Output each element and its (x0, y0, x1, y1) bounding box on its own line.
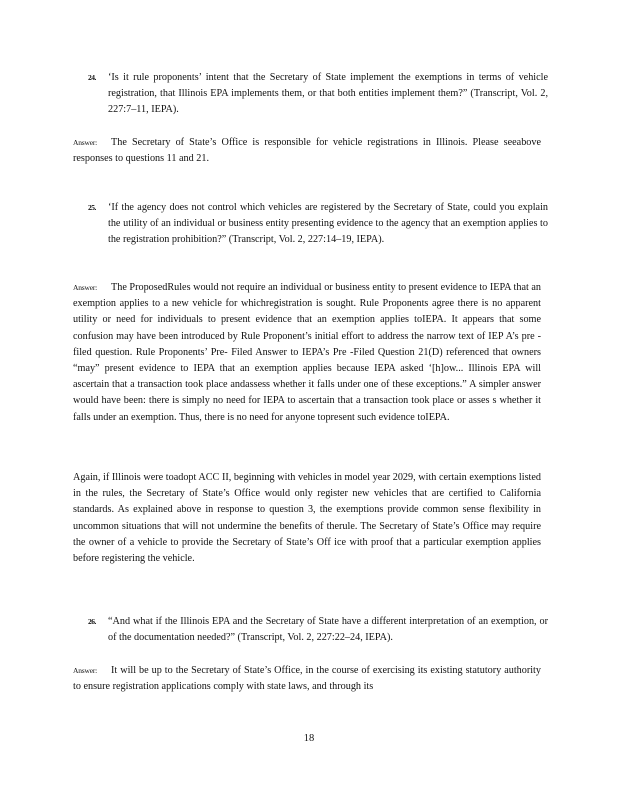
question-24 (88, 70, 548, 119)
question-text: ‘Is it rule proponents’ intent that the Secretary of State implement the exemptions in terms of vehicle registration, that Illinois EPA implements them, or that both entities implement them?” (Transcript, Vol. 2, 227:7–11, IEPA). (108, 72, 548, 116)
answer-26 (73, 663, 541, 695)
question-number: 24. (88, 73, 96, 82)
answer-label: Answer: (73, 666, 98, 675)
question-26 (88, 614, 548, 646)
question-text: “And what if the Illinois EPA and the Secretary of State have a different interpretation of an exemption, or of the documentation needed?” (Transcript, Vol. 2, 227:22–24, IEPA). (108, 616, 548, 644)
answer-25 (73, 280, 541, 426)
page-number: 18 (303, 733, 315, 744)
paragraph-text: Again, if Illinois were toadopt ACC II, beginning with vehicles in model year 2029, with certain exemptions listed in the rules, the Secretary of State’s Office would only register new vehicles that are certified to California standards. As explained above in response to question 3, the exemptions provide common sense flexibility in uncommon situations that will not undermine the benefits of therule. The Secretary of State’s Office may require the owner of a vehicle to provide the Secretary of State’s Off ice with proof that a particular exemption applies before registering the vehicle. (73, 472, 541, 565)
answer-label: Answer: (73, 283, 98, 292)
answer-25-continuation (73, 470, 541, 567)
answer-label: Answer: (73, 138, 98, 147)
question-number: 26. (88, 617, 96, 626)
question-text: ‘If the agency does not control which vehicles are registered by the Secretary of State, could you explain the utility of an individual or business entity presenting evidence to the agency that an exemption applies to the registration prohibition?” (Transcript, Vol. 2, 227:14–19, IEPA). (108, 202, 548, 246)
answer-text: The ProposedRules would not require an individual or business entity to present evidence to IEPA that an exemption applies to a new vehicle for whichregistration is sought. Rule Proponents agree there is no apparent utility or need for individuals to present evidence that an exemption applies toIEPA. It appears that some confusion may have been introduced by Rule Proponent’s initial effort to address the narrow text of IEP A’s pre -filed question. Rule Proponents’ Pre- Filed Answer to IEPA’s Pre -Filed Question 21(D) referenced that owners “may” present evidence to IEPA that an exemption applies because IEPA asked ‘[h]ow... Illinois EPA will ascertain that a transaction took place andassess whether it falls under one of these exceptions.” A simpler answer would have been: there is simply no need for IEPA to ascertain that a transaction took place or asses s whether it falls under an exemption. Thus, there is no need for anyone topresent such evidence toIEPA. (73, 282, 541, 423)
answer-text: The Secretary of State’s Office is responsible for vehicle registrations in Illinois. Please seeabove responses to questions 11 and 21. (73, 137, 541, 165)
question-number: 25. (88, 203, 96, 212)
question-25 (88, 200, 548, 249)
answer-text: It will be up to the Secretary of State’s Office, in the course of exercising its existing statutory authority to ensure registration applications comply with state laws, and through its (73, 665, 541, 693)
answer-24 (73, 135, 541, 167)
